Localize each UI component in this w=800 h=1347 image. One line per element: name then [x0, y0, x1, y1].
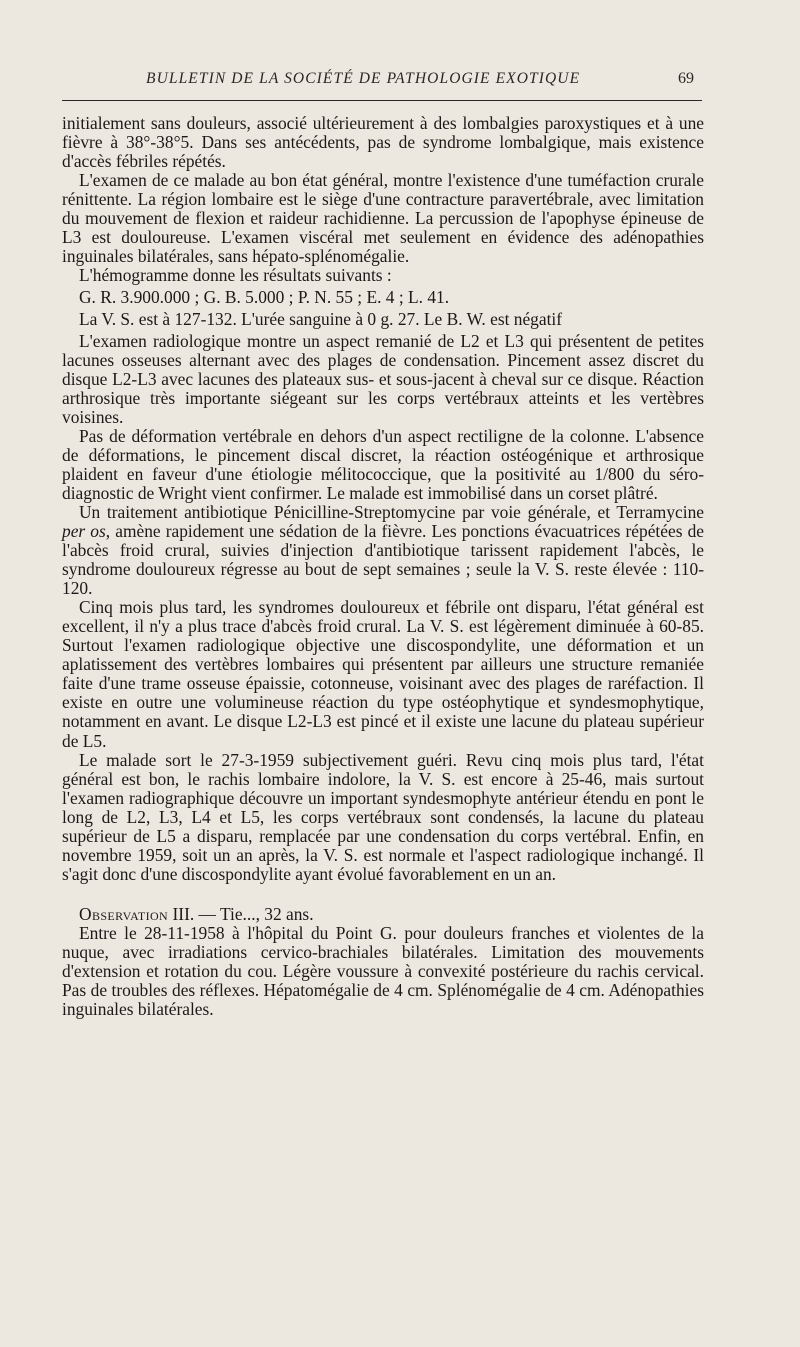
lab-values: La V. S. est à 127-132. L'urée sanguine à 0 g. 27. Le B. W. est négatif [79, 309, 563, 330]
observation-label: Observation [79, 903, 169, 924]
paragraph: initialement sans douleurs, associé ultérieurement à des lombalgies paroxystiques et à une fièvre à 38°-38°5. Dans ses antécédents, pas de syndrome lombalgique, mais existence d'accès fébriles répétés. [62, 113, 704, 172]
paragraph: L'examen de ce malade au bon état général, montre l'existence d'une tuméfaction crurale rénittente. La région lombaire est le siège d'une contracture paravertébrale, avec limitation du mouvement de flexion et raideur rachidienne. La percussion de l'apophyse épineuse de L3 est douloureuse. L'examen viscéral met seulement en évidence des adénopathies inguinales bilatérales, sans hépato-splénomégalie. [62, 170, 704, 267]
observation-heading [62, 905, 704, 924]
article-body [62, 114, 704, 1019]
paragraph: Cinq mois plus tard, les syndromes douloureux et fébrile ont disparu, l'état général est excellent, il n'y a plus trace d'abcès froid crural. La V. S. est légèrement diminuée à 60-85. Surtout l'examen radiologique objective une discospondylite, une déformation et un aplatissement des vertèbres lombaires qui présentent par ailleurs une structure remaniée faite d'une trame osseuse épaissie, cotonneuse, voisinant avec des plages de raréfaction. Il existe en outre une volumineuse réaction du type ostéophytique et syndesmophytique, notamment en avant. Le disque L2-L3 est pincé et il existe une lacune du plateau supérieur de L5. [62, 597, 704, 751]
italic-term: per os [62, 520, 106, 541]
text-span: Un traitement antibiotique Pénicilline-Streptomycine par voie générale, et Terramycine [79, 501, 704, 522]
paragraph: L'examen radiologique montre un aspect remanié de L2 et L3 qui présentent de petites lacunes osseuses alternant avec des plages de condensation. Pincement assez discret du disque L2-L3 avec lacunes des plateaux sus- et sous-jacent à cheval sur ce disque. Réaction arthrosique très importante siégeant sur les corps vertébraux atteints et les vertèbres voisines. [62, 330, 704, 427]
paragraph: Pas de déformation vertébrale en dehors d'un aspect rectiligne de la colonne. L'absence de déformations, le pincement discal discret, la réaction ostéogénique et arthrosique plaident en faveur d'une étiologie mélitococcique, que la positivité au 1/800 du séro-diagnostic de Wright vient confirmer. Le malade est immobilisé dans un corset plâtré. [62, 425, 704, 503]
observation-title: III. — Tie..., 32 ans. [172, 903, 314, 924]
paragraph: Le malade sort le 27-3-1959 subjectivement guéri. Revu cinq mois plus tard, l'état général est bon, le rachis lombaire indolore, la V. S. est encore à 25-46, mais surtout l'examen radiographique découvre un important syndesmophyte antérieur étendu en pont le long de L2, L3, L4 et L5, les corps vertébraux sont condensés, la lacune du plateau supérieur de L5 a disparu, remplacée par une condensation du corps vertébral. Enfin, en novembre 1959, soit un an après, la V. S. est normale et l'aspect radiologique inchangé. Il s'agit donc d'une discospondylite ayant évolué favorablement en un an. [62, 749, 704, 884]
running-title: BULLETIN DE LA SOCIÉTÉ DE PATHOLOGIE EXOTIQUE [146, 70, 581, 87]
paragraph: L'hémogramme donne les résultats suivants : [79, 265, 392, 286]
page-header [62, 64, 702, 101]
page-number: 69 [678, 70, 694, 87]
paragraph [62, 503, 704, 598]
paragraph: Entre le 28-11-1958 à l'hôpital du Point G. pour douleurs franches et violentes de la nuque, avec irradiations cervico-brachiales bilatérales. Limitation des mouvements d'extension et rotation du cou. Légère voussure à convexité postérieure du rachis cervical. Pas de troubles des réflexes. Hépatomégalie de 4 cm. Splénomégalie de 4 cm. Adénopathies inguinales bilatérales. [62, 922, 704, 1020]
hemogram-values: G. R. 3.900.000 ; G. B. 5.000 ; P. N. 55 ; E. 4 ; L. 41. [79, 287, 450, 308]
text-span: , amène rapidement une sédation de la fièvre. Les ponctions évacuatrices répétées de l'abcès froid crural, suivies d'injection d'antibiotique tarissent rapidement l'abcès, le syndrome douloureux régresse au bout de sept semaines ; seule la V. S. reste élevée : 110-120. [62, 520, 704, 599]
